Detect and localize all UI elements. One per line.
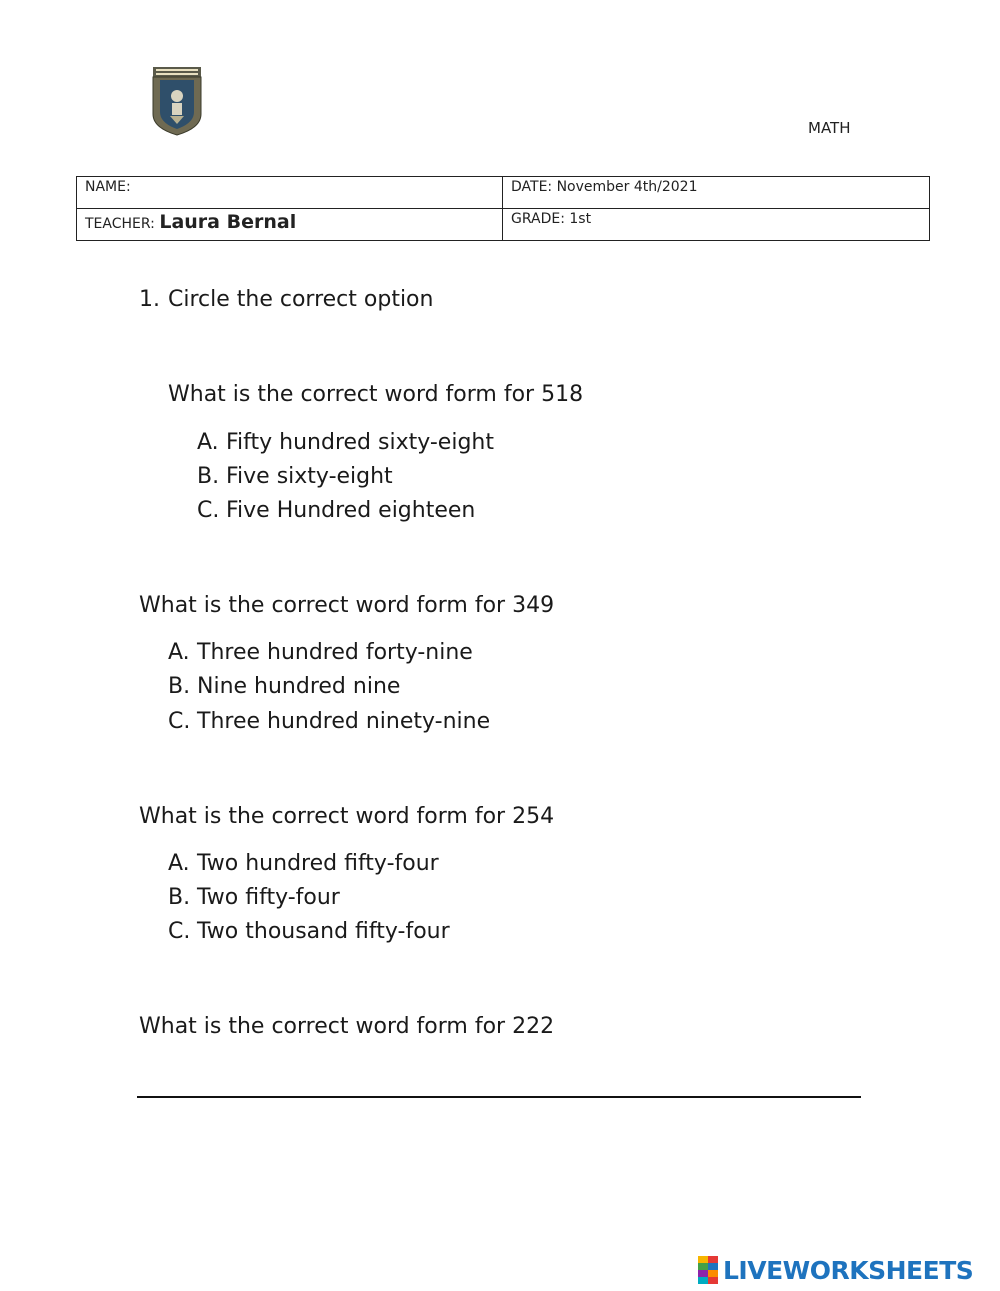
school-crest-logo [152,66,202,136]
date-label: DATE: November 4th/2021 [511,179,698,195]
option-letter: A. [168,640,190,665]
option-text: Three hundred forty-nine [197,640,473,665]
teacher-label: TEACHER: [85,216,155,232]
section-instruction [139,287,433,312]
option-2a[interactable] [168,640,473,665]
student-info-table [76,176,930,241]
option-3b[interactable] [168,885,340,910]
option-1b[interactable] [197,464,393,489]
name-label: NAME: [85,179,131,195]
date-field [503,177,930,209]
option-2c[interactable] [168,709,490,734]
instruction-text: Circle the correct option [168,287,434,312]
question-4: What is the correct word form for 222 [139,1014,555,1039]
option-text: Two fifty-four [197,885,340,910]
option-text: Fifty hundred sixty-eight [226,430,494,455]
option-letter: C. [168,919,191,944]
option-text: Nine hundred nine [197,674,401,699]
section-number: 1. [139,287,160,312]
option-letter: C. [197,498,220,523]
option-3a[interactable] [168,851,439,876]
subject-label: MATH [808,119,851,137]
option-text: Two hundred fifty-four [197,851,439,876]
name-field[interactable] [77,177,503,209]
option-2b[interactable] [168,674,400,699]
answer-line-input[interactable] [137,1096,861,1098]
grade-label: GRADE: 1st [511,211,592,227]
teacher-field [77,209,503,241]
option-letter: A. [168,851,190,876]
brand-text: LIVEWORKSHEETS [723,1255,974,1285]
question-3: What is the correct word form for 254 [139,804,555,829]
option-text: Five Hundred eighteen [226,498,476,523]
teacher-name: Laura Bernal [159,211,297,233]
option-3c[interactable] [168,919,450,944]
option-letter: B. [168,885,191,910]
option-letter: B. [197,464,220,489]
option-text: Five sixty-eight [226,464,393,489]
brand-blocks-icon [698,1256,720,1284]
option-letter: B. [168,674,191,699]
option-1a[interactable] [197,430,494,455]
option-letter: C. [168,709,191,734]
liveworksheets-logo [698,1255,973,1285]
question-2: What is the correct word form for 349 [139,593,555,618]
option-1c[interactable] [197,498,475,523]
option-text: Two thousand fifty-four [197,919,450,944]
grade-field [503,209,930,241]
option-text: Three hundred ninety-nine [197,709,491,734]
option-letter: A. [197,430,219,455]
question-1: What is the correct word form for 518 [168,382,584,407]
